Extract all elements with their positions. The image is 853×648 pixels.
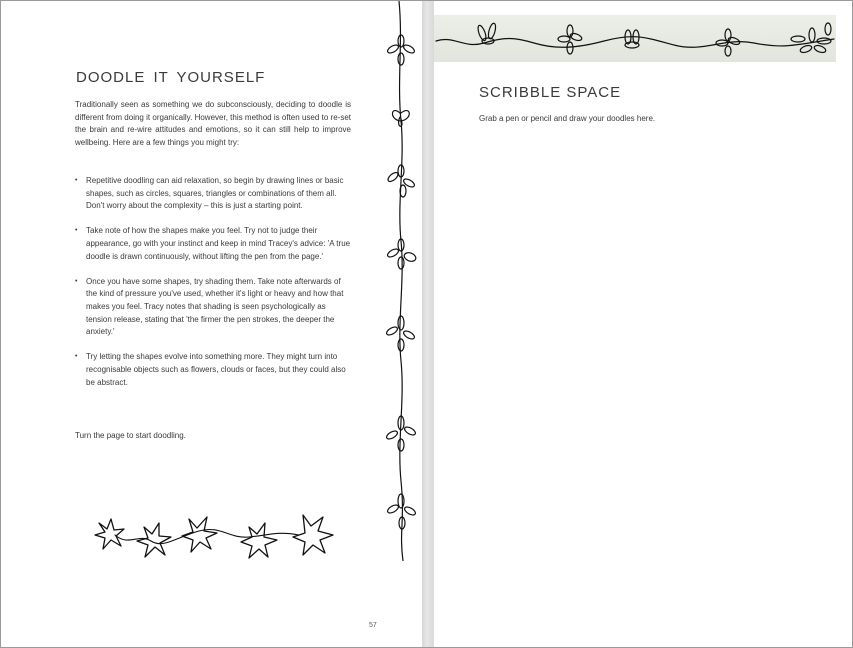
scribble-page	[434, 1, 853, 648]
list-item: • Try letting the shapes evolve into something more. They might turn into recognisable objects such as flowers, clouds or faces, but they could also be abstract.	[75, 351, 351, 389]
closing-line: Turn the page to start doodling.	[75, 431, 186, 440]
instruction-text: Grab a pen or pencil and draw your doodles here.	[479, 114, 656, 123]
flower-icon	[558, 25, 583, 54]
star-icon	[137, 523, 171, 557]
page-57	[1, 1, 422, 648]
star-icon	[241, 523, 277, 558]
flower-icon	[386, 35, 415, 65]
list-item: • Repetitive doodling can aid relaxation, so begin by drawing lines or basic shapes, such as circles, squares, triangles or combinations of them all. Don't worry about the complexity – this is just a starting point.	[75, 175, 351, 213]
tips-list	[75, 175, 351, 402]
flower-icon	[716, 29, 741, 56]
flower-icon	[791, 23, 831, 54]
page-title: DOODLE IT YOURSELF	[76, 69, 266, 86]
flower-garland-banner	[434, 15, 836, 62]
star-icon	[95, 519, 124, 549]
page-gutter	[422, 1, 434, 648]
page-title: SCRIBBLE SPACE	[479, 84, 622, 101]
flower-vine-illustration	[379, 1, 423, 561]
stars-doodle-illustration	[89, 509, 341, 561]
intro-paragraph: Traditionally seen as something we do subconsciously, deciding to doodle is different from doing it organically. However, this method is often used to re-set the brain and re-wire attitudes and emotions, so it can still help to improve wellbeing. Here are a few things you might try:	[75, 100, 351, 147]
page-number: 57	[369, 622, 377, 629]
star-icon	[293, 515, 333, 555]
flower-icon	[625, 30, 639, 48]
list-item: • Once you have some shapes, try shading them. Take note afterwards of the kind of pressure you've used, whether it's light or heavy and how that makes you feel. Tracy notes that shading is seen psychologically as tension release, stating that 'the firmer the pen strokes, the deeper the anxiety.'	[75, 276, 351, 339]
star-icon	[182, 517, 217, 552]
flower-icon	[476, 22, 497, 44]
list-item: • Take note of how the shapes make you feel. Try not to judge their appearance, go with your instinct and keep in mind Tracey's advice: 'A true doodle is drawn continuously, without lifting the pen from the page.'	[75, 225, 351, 263]
